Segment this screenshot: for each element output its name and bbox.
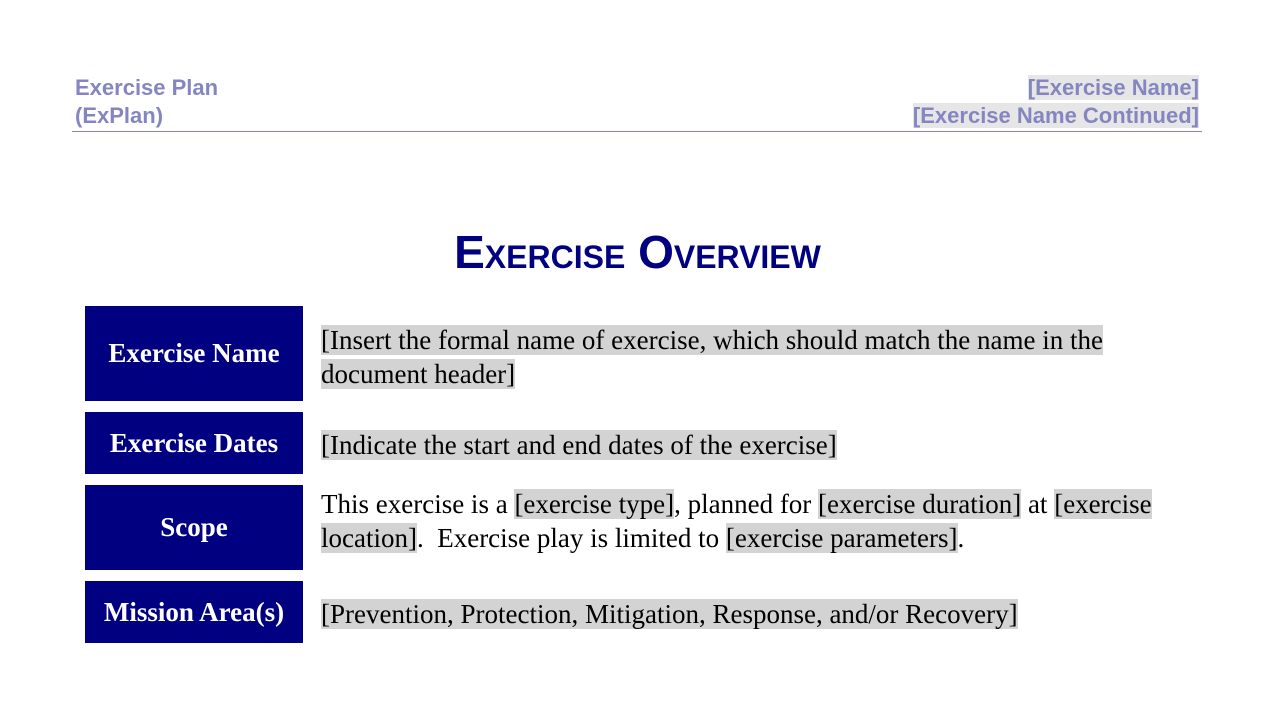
- mission-areas-value[interactable]: [321, 597, 1201, 631]
- scope-value[interactable]: [321, 487, 1201, 555]
- exercise-parameters-placeholder[interactable]: [exercise parameters]: [725, 523, 958, 553]
- exercise-name-header: [913, 74, 1199, 130]
- mission-areas-label: Mission Area(s): [85, 581, 303, 643]
- scope-label: Scope: [85, 485, 303, 570]
- mission-areas-placeholder-text[interactable]: [Prevention, Protection, Mitigation, Response, and/or Recovery]: [321, 599, 1018, 629]
- scope-text-5: .: [957, 523, 965, 553]
- scope-text-2: , planned for: [674, 489, 819, 519]
- exercise-name-placeholder[interactable]: [Exercise Name]: [1027, 75, 1199, 100]
- exercise-duration-placeholder[interactable]: [exercise duration]: [818, 489, 1022, 519]
- document-type-label: Exercise Plan: [75, 75, 219, 100]
- scope-text-3: at: [1021, 489, 1055, 519]
- document-type-abbreviation: (ExPlan): [75, 103, 164, 128]
- exercise-type-placeholder[interactable]: [exercise type]: [514, 489, 675, 519]
- exercise-dates-label: Exercise Dates: [85, 412, 303, 474]
- exercise-dates-value[interactable]: [321, 428, 1201, 462]
- header-divider: [72, 131, 1202, 132]
- exercise-name-continued-placeholder[interactable]: [Exercise Name Continued]: [912, 103, 1199, 128]
- page-title: Exercise Overview: [454, 226, 821, 278]
- scope-text-4: . Exercise play is limited to: [416, 523, 726, 553]
- scope-text-1: This exercise is a: [321, 489, 515, 519]
- document-type-header: [75, 74, 218, 130]
- exercise-name-label: Exercise Name: [85, 306, 303, 401]
- exercise-name-value[interactable]: [321, 323, 1201, 391]
- exercise-dates-placeholder-text[interactable]: [Indicate the start and end dates of the exercise]: [321, 430, 837, 460]
- exercise-location-placeholder[interactable]: [exercise location]: [321, 489, 1152, 553]
- exercise-name-placeholder-text[interactable]: [Insert the formal name of exercise, which should match the name in the document header]: [321, 325, 1103, 389]
